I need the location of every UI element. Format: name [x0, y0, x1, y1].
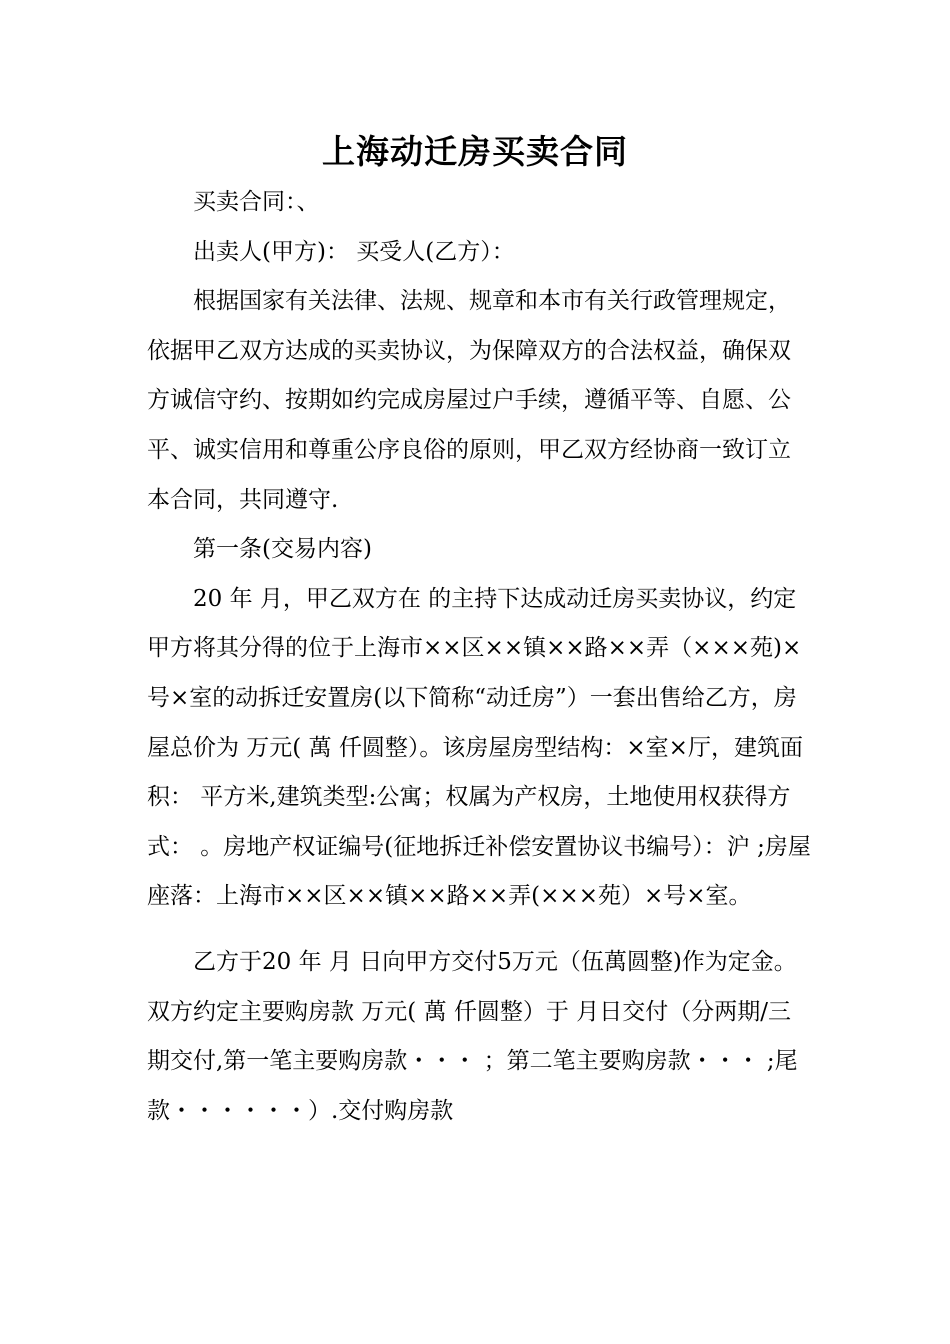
- parties-line: 出卖人(甲方)： 买受人(乙方）：: [193, 238, 515, 265]
- document-body: [147, 178, 812, 1136]
- contract-number-line: 买卖合同：、: [193, 189, 320, 215]
- payment-paragraph: 乙方于20 年 月 日向甲方交付5万元（伍萬圆整)作为定金。双方约定主要购房款 万元( 萬 仟圆整）于 月日交付（分两期/三期交付,第一笔主要购房款・・・ ；第二笔主要购房款・・・ ;尾款・・・・・・）.交付购房款: [147, 948, 798, 1124]
- article-one-heading: 第一条(交易内容): [193, 536, 372, 563]
- preamble-paragraph: 根据国家有关法律、法规、规章和本市有关行政管理规定，依据甲乙双方达成的买卖协议，为保障双方的合法权益，确保双方诚信守约、按期如约完成房屋过户手续，遵循平等、自愿、公平、诚实信用和尊重公序良俗的原则，甲乙双方经协商一致订立本合同，共同遵守.: [147, 288, 791, 513]
- document-title: 上海动迁房买卖合同: [322, 132, 628, 171]
- article-one-paragraph: 20 年 月，甲乙双方在 的主持下达成动迁房买卖协议，约定甲方将其分得的位于上海市××区××镇××路××弄（×××苑)×号×室的动拆迁安置房(以下简称“动迁房”）一套出售给乙方，房屋总价为 万元( 萬 仟圆整）。该房屋房型结构：×室×厅，建筑面积： 平方米,建筑类型:公寓；权属为产权房，土地使用权获得方式： 。房地产权证编号(征地拆迁补偿安置协议书编号）：沪 ;房屋座落：上海市××区××镇××路××弄(×××苑）×号×室。: [147, 585, 811, 910]
